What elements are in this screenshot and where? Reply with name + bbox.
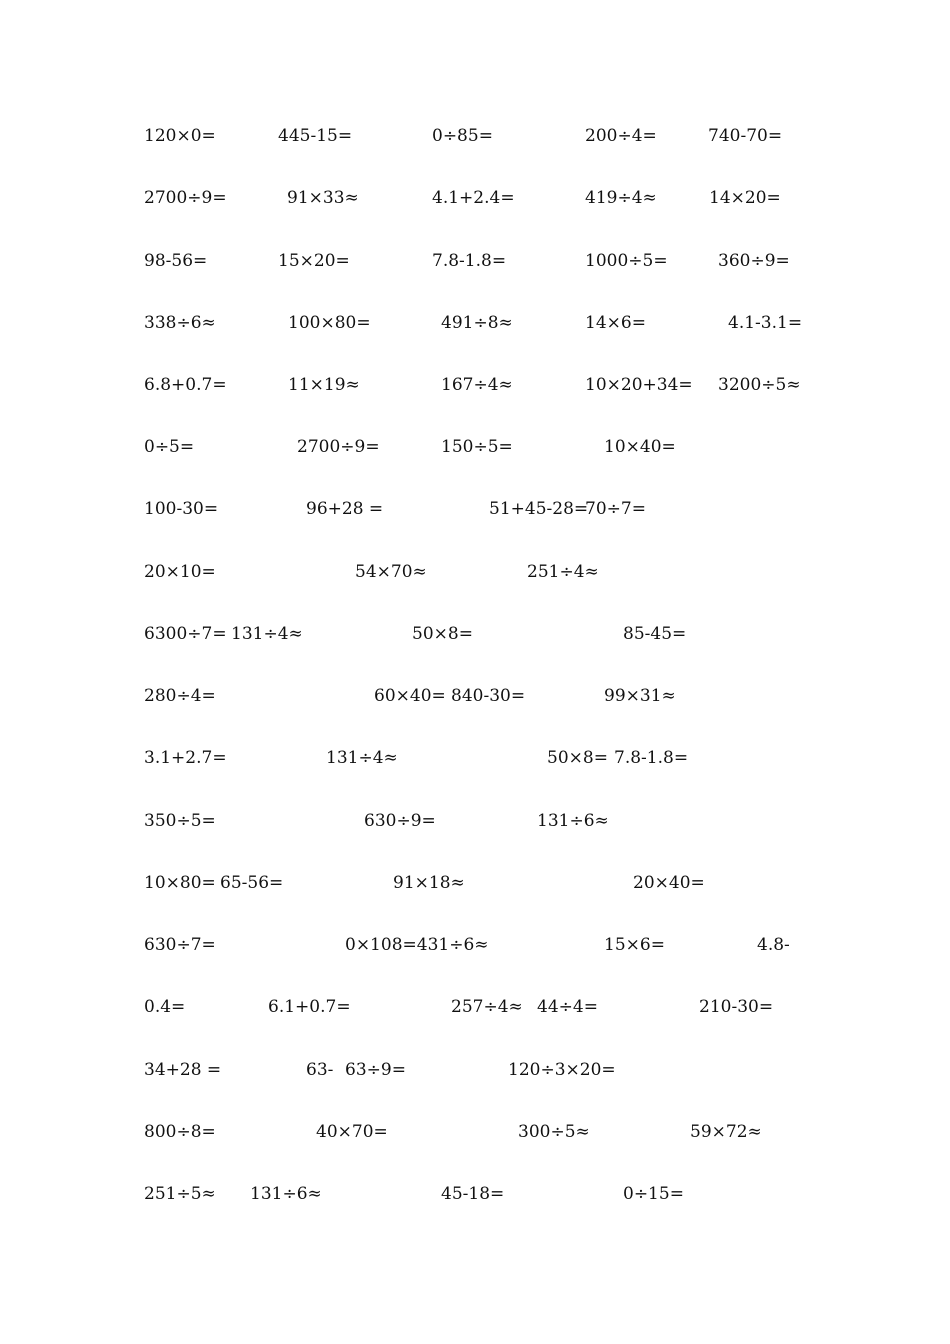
problem-item: 59×72≈: [690, 1122, 762, 1142]
problem-item: 85-45=: [623, 624, 687, 644]
problem-item: 251÷4≈: [527, 562, 599, 582]
problem-item: 131÷6≈: [537, 811, 609, 831]
problem-row: [0, 1117, 950, 1147]
problem-item: 6.8+0.7=: [144, 375, 227, 395]
problem-item: 740-70=: [708, 126, 783, 146]
problem-item: 2700÷9=: [297, 437, 380, 457]
problem-item: 0÷15=: [623, 1184, 684, 1204]
problem-row: [0, 370, 950, 400]
problem-item: 840-30=: [451, 686, 526, 706]
problem-item: 3.1+2.7=: [144, 748, 227, 768]
problem-item: 0÷85=: [432, 126, 493, 146]
problem-item: 10×40=: [604, 437, 676, 457]
problem-item: 45-18=: [441, 1184, 505, 1204]
problem-item: 200÷4=: [585, 126, 657, 146]
problem-item: 0÷5=: [144, 437, 195, 457]
problem-item: 3200÷5≈: [718, 375, 801, 395]
problem-row: [0, 246, 950, 276]
problem-row: [0, 992, 950, 1022]
problem-item: 800÷8=: [144, 1122, 216, 1142]
problem-item: 2700÷9=: [144, 188, 227, 208]
problem-row: [0, 681, 950, 711]
problem-item: 150÷5=: [441, 437, 513, 457]
problem-item: 419÷4≈: [585, 188, 657, 208]
problem-item: 0×108=431÷6≈: [345, 935, 489, 955]
problem-item: 630÷9=: [364, 811, 436, 831]
problem-item: 131÷4≈: [326, 748, 398, 768]
problem-item: 91×18≈: [393, 873, 465, 893]
problem-item: 10×20+34=: [585, 375, 693, 395]
problem-item: 44÷4=: [537, 997, 598, 1017]
problem-item: 131÷4≈: [231, 624, 303, 644]
problem-item: 11×19≈: [288, 375, 360, 395]
problem-item: 20×40=: [633, 873, 705, 893]
problem-row: [0, 121, 950, 151]
problem-item: 7.8-1.8=: [614, 748, 689, 768]
problem-item: 120÷3×20=: [508, 1060, 616, 1080]
problem-item: 65-56=: [220, 873, 284, 893]
problem-item: 360÷9=: [718, 251, 790, 271]
problem-item: 100×80=: [288, 313, 371, 333]
problem-item: 167÷4≈: [441, 375, 513, 395]
problem-row: [0, 308, 950, 338]
problem-row: [0, 1055, 950, 1085]
problem-item: 40×70=: [316, 1122, 388, 1142]
problem-item: 15×6=: [604, 935, 665, 955]
problem-item: 20×10=: [144, 562, 216, 582]
problem-item: 7.8-1.8=: [432, 251, 507, 271]
problem-item: 70÷7=: [585, 499, 646, 519]
problem-item: 60×40=: [374, 686, 446, 706]
problem-row: [0, 432, 950, 462]
problem-item: 6300÷7=: [144, 624, 227, 644]
problem-item: 257÷4≈: [451, 997, 523, 1017]
problem-item: 50×8=: [412, 624, 473, 644]
problem-row: [0, 494, 950, 524]
problem-row: [0, 930, 950, 960]
problem-item: 6.1+0.7=: [268, 997, 351, 1017]
problem-item: 338÷6≈: [144, 313, 216, 333]
problem-item: 0.4=: [144, 997, 186, 1017]
problem-item: 15×20=: [278, 251, 350, 271]
problem-row: [0, 557, 950, 587]
problem-item: 14×6=: [585, 313, 646, 333]
problem-item: 91×33≈: [287, 188, 359, 208]
problem-item: 51+45-28=: [489, 499, 589, 519]
problem-item: 280÷4=: [144, 686, 216, 706]
problem-item: 491÷8≈: [441, 313, 513, 333]
problem-item: 210-30=: [699, 997, 774, 1017]
problem-row: [0, 806, 950, 836]
problem-item: 34+28 =: [144, 1060, 222, 1080]
problem-item: 300÷5≈: [518, 1122, 590, 1142]
problem-item: 131÷6≈: [250, 1184, 322, 1204]
problem-item: 4.1+2.4=: [432, 188, 515, 208]
problem-row: [0, 868, 950, 898]
problem-item: 120×0=: [144, 126, 216, 146]
problem-item: 630÷7=: [144, 935, 216, 955]
problem-item: 96+28 =: [306, 499, 384, 519]
problem-row: [0, 619, 950, 649]
problem-row: [0, 1179, 950, 1209]
problem-row: [0, 743, 950, 773]
problem-item: 50×8=: [547, 748, 608, 768]
problem-item: 100-30=: [144, 499, 219, 519]
problem-item: 1000÷5=: [585, 251, 668, 271]
problem-item: 54×70≈: [355, 562, 427, 582]
problem-item: 98-56=: [144, 251, 208, 271]
problem-item: 63÷9=: [345, 1060, 406, 1080]
problem-item: 4.8-: [757, 935, 790, 955]
problem-item: 63-: [306, 1060, 334, 1080]
problem-row: [0, 183, 950, 213]
problem-item: 4.1-3.1=: [728, 313, 803, 333]
problem-item: 10×80=: [144, 873, 216, 893]
problem-item: 99×31≈: [604, 686, 676, 706]
problem-item: 251÷5≈: [144, 1184, 216, 1204]
problem-item: 14×20=: [709, 188, 781, 208]
problem-item: 350÷5=: [144, 811, 216, 831]
problem-item: 445-15=: [278, 126, 353, 146]
